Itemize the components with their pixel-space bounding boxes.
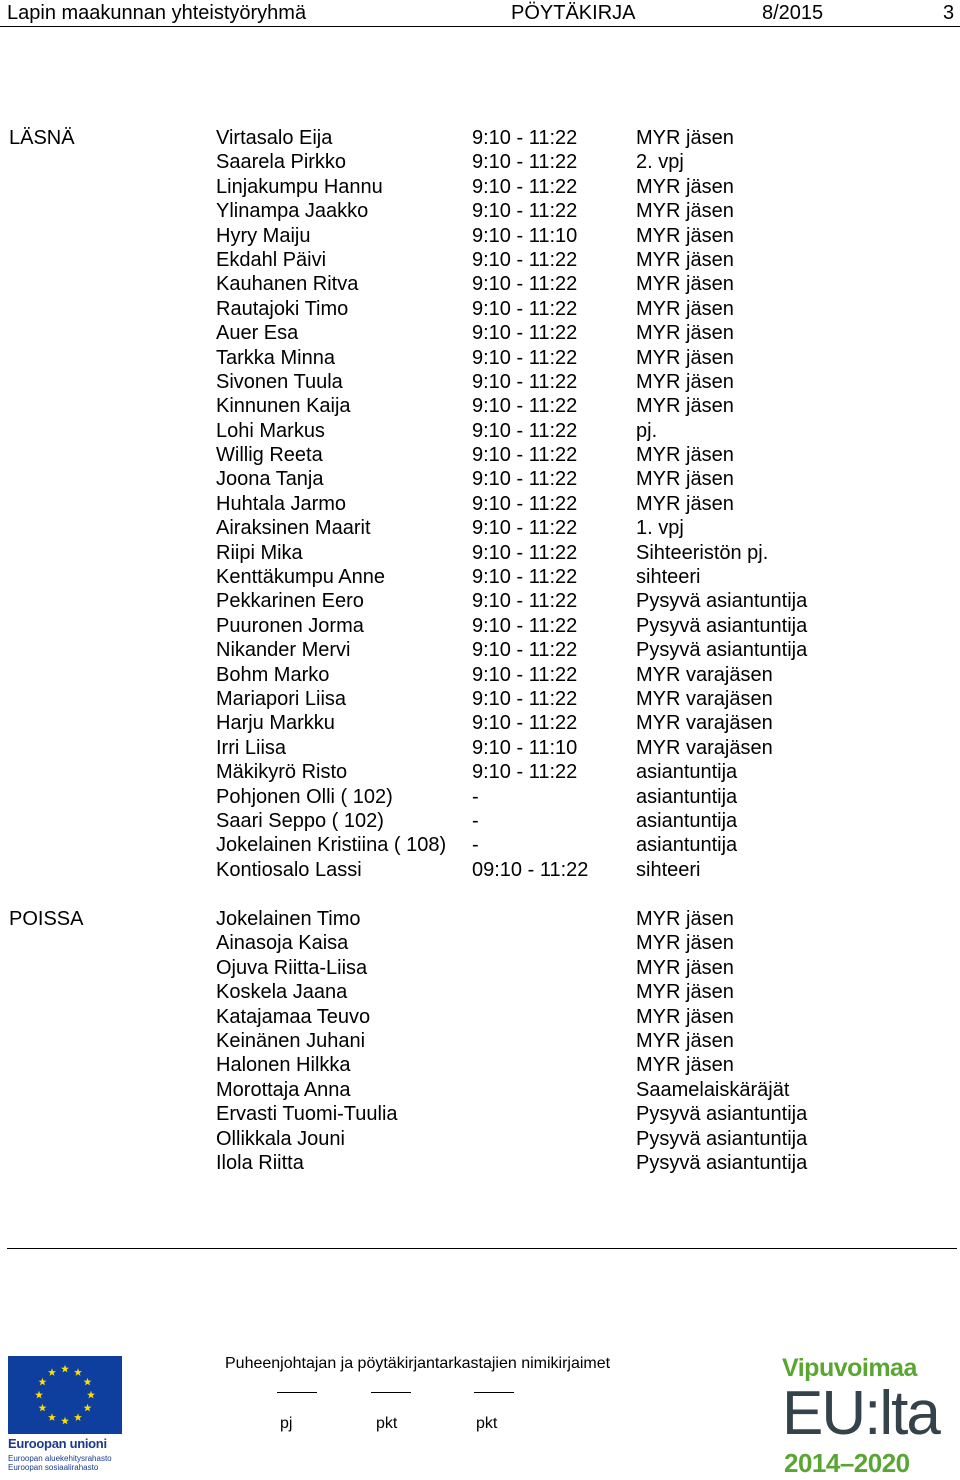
attendee-role: MYR jäsen	[636, 248, 734, 271]
meeting-number: 8/2015	[762, 2, 824, 24]
attendee-role: MYR jäsen	[636, 1054, 734, 1077]
attendee-name: Ojuva Riitta-Liisa	[216, 956, 368, 979]
eu-star-icon	[35, 1391, 43, 1399]
present-row	[0, 199, 960, 223]
present-row	[0, 541, 960, 565]
attendee-role: MYR jäsen	[636, 932, 734, 955]
attendee-role: Pysyvä asiantuntija	[636, 590, 808, 613]
signature-line-pkt-1	[371, 1392, 411, 1393]
attendee-name: Nikander Mervi	[216, 639, 351, 662]
attendee-role: MYR jäsen	[636, 127, 734, 149]
attendee-role: Pysyvä asiantuntija	[636, 639, 808, 662]
attendance-time: 9:10 - 11:22	[472, 248, 578, 271]
present-row	[0, 711, 960, 735]
attendee-name: Hyry Maiju	[216, 224, 311, 247]
attendee-name: Linjakumpu Hannu	[216, 175, 383, 198]
attendee-name: Kenttäkumpu Anne	[216, 566, 386, 589]
attendee-role: MYR jäsen	[636, 273, 734, 296]
attendee-name: Ilola Riitta	[216, 1151, 304, 1174]
attendance-time: 9:10 - 11:22	[472, 200, 578, 223]
attendance-time: 9:10 - 11:22	[472, 614, 578, 637]
present-row	[0, 833, 960, 857]
attendee-role: sihteeri	[636, 566, 701, 589]
present-row	[0, 272, 960, 296]
attendance-time: 9:10 - 11:22	[472, 370, 578, 393]
attendee-role: MYR jäsen	[636, 908, 734, 930]
attendee-name: Tarkka Minna	[216, 346, 335, 369]
attendee-name: Keinänen Juhani	[216, 1029, 366, 1052]
present-row	[0, 858, 960, 882]
eu-star-icon	[48, 1413, 56, 1421]
attendee-name: Bohm Marko	[216, 663, 330, 686]
attendee-role: Pysyvä asiantuntija	[636, 1103, 808, 1126]
attendee-name: Ollikkala Jouni	[216, 1127, 345, 1150]
attendee-role: MYR jäsen	[636, 175, 734, 198]
attendee-name: Ervasti Tuomi-Tuulia	[216, 1103, 398, 1126]
present-row	[0, 150, 960, 174]
present-row	[0, 248, 960, 272]
attendance-time: 9:10 - 11:22	[472, 322, 578, 345]
absent-section-label: POISSA	[9, 908, 84, 930]
attendee-name: Puuronen Jorma	[216, 614, 364, 637]
eu-fund-line-1: Euroopan aluekehitysrahasto	[8, 1454, 112, 1463]
attendance-time: 9:10 - 11:22	[472, 492, 578, 515]
attendance-time: 9:10 - 11:22	[472, 590, 578, 613]
attendance-time: -	[472, 785, 479, 808]
attendee-name: Ainasoja Kaisa	[216, 932, 349, 955]
present-row	[0, 736, 960, 760]
programme-logo-line-1: Vipuvoimaa	[782, 1354, 917, 1382]
attendee-role: MYR jäsen	[636, 297, 734, 320]
attendee-name: Virtasalo Eija	[216, 127, 333, 149]
document-type: PÖYTÄKIRJA	[511, 2, 636, 24]
attendee-name: Kinnunen Kaija	[216, 395, 351, 418]
attendance-time: 9:10 - 11:22	[472, 444, 578, 467]
absent-row	[0, 907, 960, 931]
attendee-role: 2. vpj	[636, 151, 684, 174]
attendee-name: Huhtala Jarmo	[216, 492, 347, 515]
eu-logo	[8, 1356, 122, 1474]
signature-label-pkt-1: pkt	[376, 1415, 398, 1432]
attendee-role: MYR jäsen	[636, 956, 734, 979]
present-row	[0, 760, 960, 784]
present-row	[0, 687, 960, 711]
attendee-role: asiantuntija	[636, 809, 738, 832]
attendance-time: 9:10 - 11:22	[472, 712, 578, 735]
attendee-role: MYR jäsen	[636, 200, 734, 223]
attendee-name: Halonen Hilkka	[216, 1054, 351, 1077]
programme-logo-line-3: 2014–2020	[784, 1448, 910, 1478]
signature-line-pj	[277, 1392, 317, 1393]
attendee-role: MYR jäsen	[636, 1005, 734, 1028]
eu-star-icon	[48, 1368, 56, 1376]
eu-star-icon	[74, 1368, 82, 1376]
attendee-role: asiantuntija	[636, 761, 738, 784]
programme-logo-line-2: EU:lta	[782, 1379, 939, 1448]
present-row	[0, 638, 960, 662]
attendance-time: 9:10 - 11:22	[472, 566, 578, 589]
attendance-time: 9:10 - 11:22	[472, 297, 578, 320]
attendance-time: 9:10 - 11:22	[472, 468, 578, 491]
signature-label-pkt-2: pkt	[476, 1415, 498, 1432]
attendee-name: Katajamaa Teuvo	[216, 1005, 371, 1028]
attendee-name: Riipi Mika	[216, 541, 303, 564]
attendee-name: Morottaja Anna	[216, 1078, 351, 1101]
attendance-time: 9:10 - 11:22	[472, 419, 578, 442]
present-row	[0, 492, 960, 516]
present-list	[0, 126, 960, 882]
present-row	[0, 589, 960, 613]
attendee-role: MYR jäsen	[636, 444, 734, 467]
attendance-time: -	[472, 809, 479, 832]
eu-star-icon	[84, 1378, 92, 1386]
present-row	[0, 785, 960, 809]
attendance-time: 9:10 - 11:10	[472, 736, 578, 759]
present-row	[0, 297, 960, 321]
eu-logo-funds	[8, 1454, 112, 1472]
present-row	[0, 370, 960, 394]
present-row	[0, 443, 960, 467]
attendance-time: 9:10 - 11:22	[472, 687, 578, 710]
attendance-time: -	[472, 834, 479, 857]
footer-divider	[7, 1248, 957, 1249]
attendance-time: 9:10 - 11:22	[472, 175, 578, 198]
attendee-role: asiantuntija	[636, 834, 738, 857]
present-row	[0, 321, 960, 345]
present-row	[0, 126, 960, 150]
eu-star-icon	[61, 1417, 69, 1425]
absent-row	[0, 1102, 960, 1126]
attendee-name: Auer Esa	[216, 322, 299, 345]
eu-flag-icon	[8, 1356, 122, 1434]
absent-row	[0, 1078, 960, 1102]
attendee-name: Saari Seppo ( 102)	[216, 809, 384, 832]
attendee-name: Kontiosalo Lassi	[216, 858, 362, 881]
attendee-name: Mariapori Liisa	[216, 687, 347, 710]
attendee-name: Ylinampa Jaakko	[216, 200, 369, 223]
attendee-role: pj.	[636, 419, 658, 442]
attendee-name: Airaksinen Maarit	[216, 517, 371, 540]
present-row	[0, 419, 960, 443]
attendee-name: Pekkarinen Eero	[216, 590, 364, 613]
attendee-role: Pysyvä asiantuntija	[636, 1151, 808, 1174]
attendee-name: Rautajoki Timo	[216, 297, 349, 320]
attendee-role: MYR jäsen	[636, 395, 734, 418]
attendance-time: 9:10 - 11:22	[472, 517, 578, 540]
attendee-role: Pysyvä asiantuntija	[636, 614, 808, 637]
attendee-name: Willig Reeta	[216, 444, 323, 467]
organization-name: Lapin maakunnan yhteistyöryhmä	[7, 2, 307, 24]
attendance-time: 9:10 - 11:22	[472, 273, 578, 296]
signature-label-pj: pj	[280, 1415, 293, 1432]
attendee-role: MYR varajäsen	[636, 736, 773, 759]
attendee-name: Mäkikyrö Risto	[216, 761, 348, 784]
attendance-time: 9:10 - 11:22	[472, 151, 578, 174]
eu-star-icon	[74, 1413, 82, 1421]
header-divider	[0, 26, 960, 27]
attendee-name: Kauhanen Ritva	[216, 273, 359, 296]
signatures-title: Puheenjohtajan ja pöytäkirjantarkastajien nimikirjaimet	[225, 1355, 611, 1372]
attendee-name: Irri Liisa	[216, 736, 287, 759]
present-row	[0, 467, 960, 491]
attendee-name: Jokelainen Kristiina ( 108)	[216, 834, 447, 857]
attendee-role: MYR jäsen	[636, 981, 734, 1004]
absent-row	[0, 1029, 960, 1053]
attendance-time: 9:10 - 11:22	[472, 639, 578, 662]
attendee-name: Ekdahl Päivi	[216, 248, 327, 271]
attendee-role: MYR varajäsen	[636, 687, 773, 710]
present-row	[0, 663, 960, 687]
attendance-time: 9:10 - 11:22	[472, 761, 578, 784]
eu-fund-line-2: Euroopan sosiaalirahasto	[8, 1463, 99, 1472]
attendance-time: 9:10 - 11:22	[472, 541, 578, 564]
page-header	[0, 0, 960, 28]
signature-line-pkt-2	[474, 1392, 514, 1393]
absent-row	[0, 956, 960, 980]
eu-star-icon	[38, 1404, 46, 1412]
attendee-role: MYR varajäsen	[636, 663, 773, 686]
attendee-name: Sivonen Tuula	[216, 370, 343, 393]
attendee-role: 1. vpj	[636, 517, 684, 540]
present-row	[0, 346, 960, 370]
attendee-role: MYR jäsen	[636, 346, 734, 369]
absent-row	[0, 931, 960, 955]
attendee-role: Sihteeristön pj.	[636, 541, 769, 564]
page-number: 3	[943, 2, 955, 24]
eu-star-icon	[61, 1365, 69, 1373]
present-row	[0, 614, 960, 638]
attendee-name: Harju Markku	[216, 712, 335, 735]
attendee-role: Pysyvä asiantuntija	[636, 1127, 808, 1150]
attendance-time: 09:10 - 11:22	[472, 858, 589, 881]
absent-list	[0, 907, 960, 1175]
attendee-name: Saarela Pirkko	[216, 151, 347, 174]
attendee-role: sihteeri	[636, 858, 701, 881]
eu-logo-title: Euroopan unioni	[8, 1436, 107, 1451]
absent-row	[0, 1005, 960, 1029]
absent-row	[0, 980, 960, 1004]
attendee-role: MYR jäsen	[636, 370, 734, 393]
attendance-time: 9:10 - 11:22	[472, 663, 578, 686]
eu-star-icon	[87, 1391, 95, 1399]
absent-row	[0, 1053, 960, 1077]
present-row	[0, 565, 960, 589]
programme-logo	[782, 1354, 954, 1476]
attendee-name: Jokelainen Timo	[216, 908, 361, 930]
attendance-time: 9:10 - 11:22	[472, 127, 578, 149]
present-row	[0, 224, 960, 248]
absent-row	[0, 1151, 960, 1175]
attendee-role: MYR jäsen	[636, 492, 734, 515]
attendee-name: Joona Tanja	[216, 468, 324, 491]
attendance-time: 9:10 - 11:10	[472, 224, 578, 247]
eu-star-icon	[38, 1378, 46, 1386]
attendance-time: 9:10 - 11:22	[472, 346, 578, 369]
attendee-role: MYR jäsen	[636, 224, 734, 247]
present-row	[0, 809, 960, 833]
attendee-name: Lohi Markus	[216, 419, 325, 442]
attendee-name: Koskela Jaana	[216, 981, 348, 1004]
attendee-role: asiantuntija	[636, 785, 738, 808]
absent-row	[0, 1127, 960, 1151]
attendee-role: MYR jäsen	[636, 322, 734, 345]
attendee-role: MYR varajäsen	[636, 712, 773, 735]
attendee-name: Pohjonen Olli ( 102)	[216, 785, 393, 808]
attendance-time: 9:10 - 11:22	[472, 395, 578, 418]
present-row	[0, 394, 960, 418]
attendee-role: MYR jäsen	[636, 468, 734, 491]
attendee-role: Saamelaiskäräjät	[636, 1078, 790, 1101]
eu-star-icon	[84, 1404, 92, 1412]
attendee-role: MYR jäsen	[636, 1029, 734, 1052]
present-section-label: LÄSNÄ	[9, 127, 75, 149]
present-row	[0, 175, 960, 199]
present-row	[0, 516, 960, 540]
